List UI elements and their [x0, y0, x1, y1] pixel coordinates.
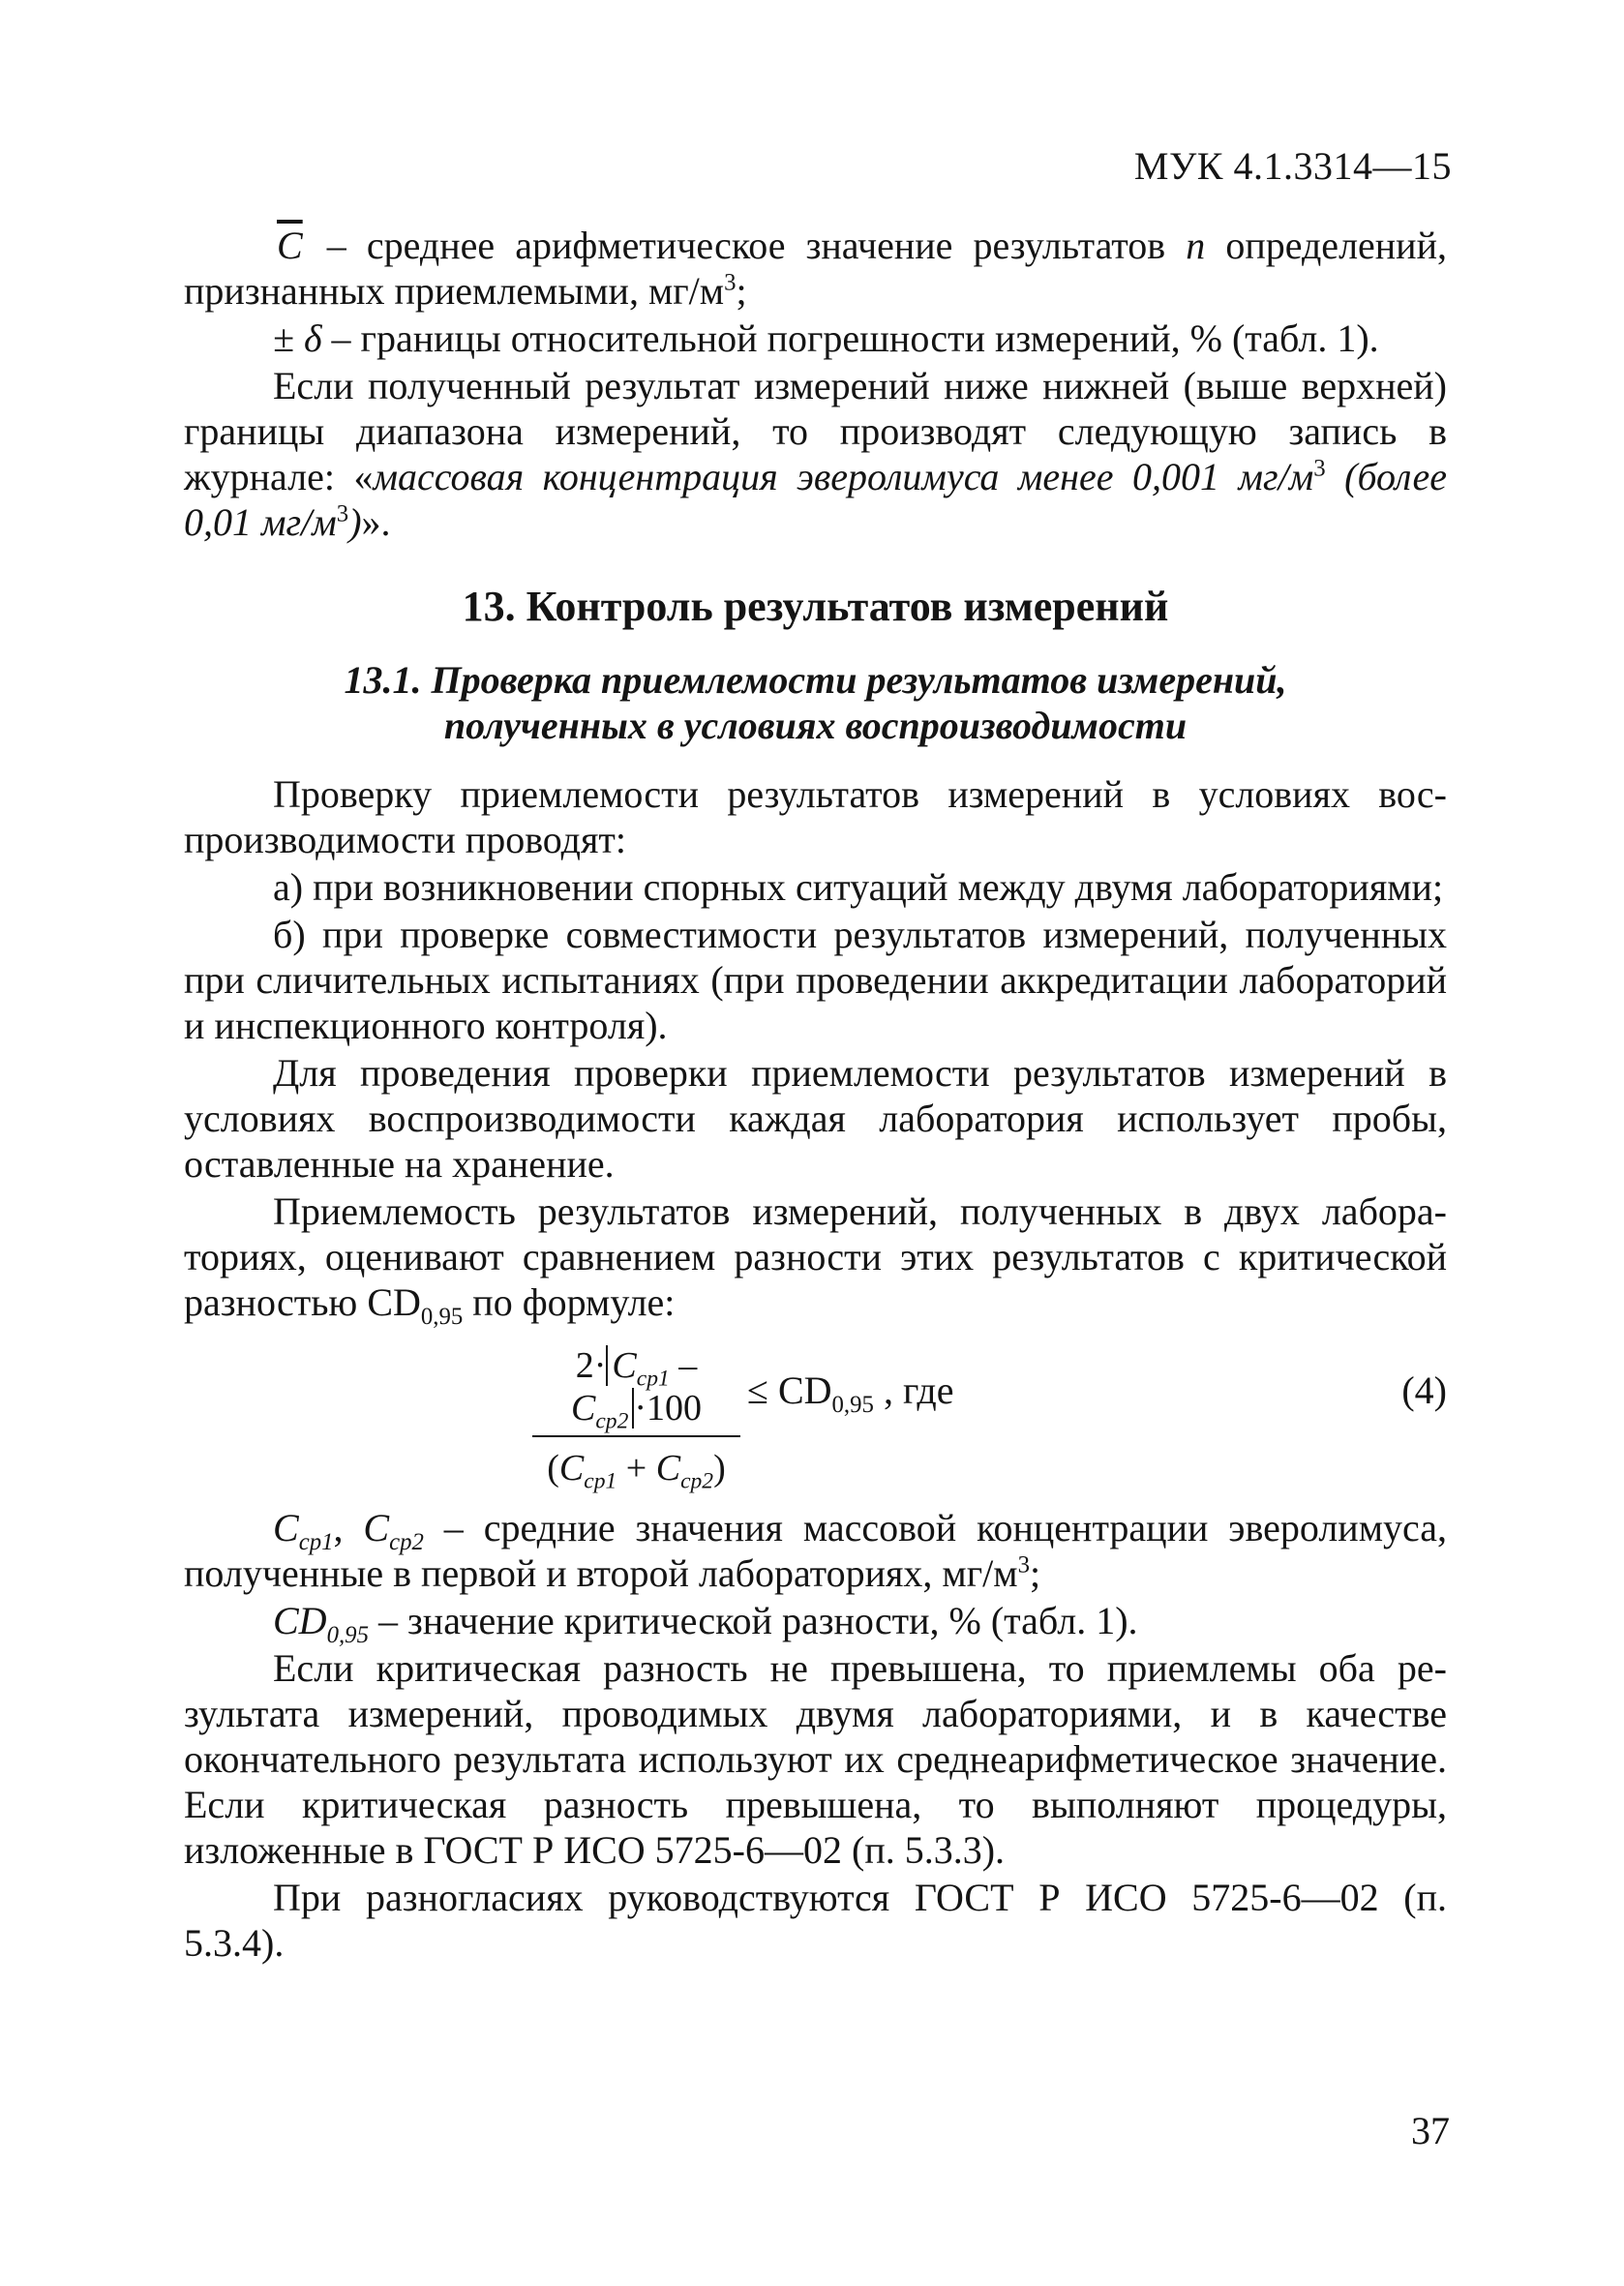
- paragraph-disagreement: При разногласиях руководствуются ГОСТ Р ИСО 5725-6—02 (п. 5.3.4).: [184, 1876, 1447, 1965]
- section-heading: 13. Контроль результатов измерений: [462, 583, 1169, 630]
- formula-rhs: [747, 1368, 954, 1418]
- formula-den-c1: C: [558, 1448, 585, 1489]
- journal-entry-b: (более 0,01 мг/м: [184, 455, 1448, 544]
- formula-c2-sub: cp2: [595, 1408, 629, 1434]
- formula-c1-sub: cp1: [636, 1366, 670, 1392]
- unit-superscript: 3: [1313, 455, 1326, 482]
- paragraph-criterion-text-b: по формуле:: [463, 1280, 676, 1324]
- symbol-c2: C: [363, 1506, 390, 1549]
- formula-den-c2-sub: cp2: [680, 1468, 714, 1494]
- symbol-cd: CD: [273, 1599, 327, 1642]
- definition-cd: [184, 1598, 1447, 1648]
- formula-times-100: ·100: [634, 1388, 702, 1429]
- definition-cd-text: – значение критической разности, % (табл. 1).: [368, 1599, 1138, 1642]
- definition-end: ;: [736, 269, 747, 313]
- symbol-c1: C: [273, 1506, 299, 1549]
- paragraph-conclusion: Если критическая разность не превышена, то приемлемы оба результата измерений, проводимых двумя лабораториями, и в качестве окончательного результата используют их среднеарифметическое значение. Если критическая разность превышена, то выполняют процедуры, изложенные в ГОСТ Р ИСО 5725-6—02 (п. 5.3.3).: [184, 1646, 1447, 1872]
- page-number: 37: [1411, 2109, 1450, 2152]
- definition-delta-text: – границы относительной погрешности измерений, % (табл. 1).: [321, 316, 1379, 360]
- symbol-c1-sub: cp1: [298, 1529, 334, 1555]
- symbol-c2-sub: cp2: [389, 1529, 424, 1555]
- range-note: [184, 363, 1447, 545]
- definition-delta: [184, 316, 1447, 361]
- definition-ccp-text: – средние значения массовой концентрации эверолимуса, полученные в первой и второй лабораториях, мг/м: [184, 1506, 1448, 1595]
- formula-where: , где: [873, 1369, 954, 1412]
- running-header: МУК 4.1.3314—15: [1133, 144, 1452, 188]
- formula-leq-cd: ≤ CD: [747, 1369, 832, 1412]
- formula-numerator: [532, 1344, 740, 1437]
- formula-4: [184, 1335, 1447, 1494]
- range-note-end: ».: [361, 500, 391, 544]
- subsection-heading: [184, 657, 1447, 748]
- definition-mean-c-text-a: – среднее арифметическое значение результатов: [306, 224, 1187, 267]
- formula-minus: –: [669, 1345, 698, 1386]
- formula-paren-close: ): [713, 1448, 726, 1489]
- formula-c2: C: [570, 1388, 596, 1429]
- formula-den-c1-sub: cp1: [584, 1468, 617, 1494]
- definition-end: ;: [1029, 1551, 1041, 1595]
- definition-mean-c-text-b: определений, признанных приемлемыми, мг/м: [184, 224, 1447, 313]
- formula-denominator: [532, 1437, 740, 1494]
- paragraph-criterion-text-a: Приемлемость результатов измерений, полученных в двух лабораториях, оценивают сравнением разности этих результатов с критической разностью CD: [184, 1189, 1447, 1324]
- symbol-c-bar: $\overline{C}$: [277, 224, 303, 267]
- range-note-text: Если полученный результат измерений ниже нижней (выше верхней) границы диапазона измерений, то производят следующую запись в журнале: «: [184, 364, 1447, 498]
- formula-cd-sub: 0,95: [831, 1392, 874, 1418]
- definition-mean-c: [184, 223, 1447, 314]
- formula-den-c2: C: [655, 1448, 681, 1489]
- journal-entry-c: ): [348, 500, 362, 544]
- unit-superscript: 3: [336, 500, 349, 527]
- symbol-delta: ± δ: [273, 316, 322, 360]
- symbol-cd-sub: 0,95: [326, 1622, 369, 1648]
- unit-superscript: 3: [724, 269, 737, 296]
- equation-number: (4): [1401, 1369, 1447, 1412]
- formula-paren-open: (: [547, 1448, 559, 1489]
- list-item-b: б) при проверке совместимости результатов измерений, полученных при сличительных испытаниях (при проведении аккредитации лабораторий и инспекционного контроля).: [184, 913, 1447, 1047]
- paragraph-intro: Проверку приемлемости результатов измерений в условиях воспроизводимости проводят:: [184, 772, 1447, 861]
- subsection-heading-line1: 13.1. Проверка приемлемости результатов измерений,: [344, 658, 1287, 702]
- unit-superscript: 3: [1017, 1551, 1030, 1579]
- formula-two: 2·: [575, 1345, 607, 1386]
- paragraph-samples: Для проведения проверки приемлемости результатов измерений в условиях воспроизводимости каждая лаборатория использует пробы, оставленные на хранение.: [184, 1051, 1447, 1186]
- paragraph-criterion: [184, 1188, 1447, 1330]
- formula-c1: C: [612, 1345, 637, 1386]
- symbol-n: n: [1186, 224, 1206, 267]
- definition-comma: ,: [333, 1506, 364, 1549]
- list-item-a: а) при возникновении спорных ситуаций между двумя лабораториями;: [273, 865, 1444, 909]
- journal-entry-a: массовая концентрация эверолимуса менее 0,001 мг/м: [373, 455, 1314, 498]
- formula-plus: +: [617, 1448, 656, 1489]
- subsection-heading-line2: полученных в условиях воспроизводимости: [443, 704, 1188, 747]
- cd-subscript: 0,95: [420, 1304, 464, 1330]
- formula-fraction: [532, 1344, 740, 1494]
- definition-ccp: [184, 1505, 1447, 1596]
- body-text: [184, 223, 1447, 1968]
